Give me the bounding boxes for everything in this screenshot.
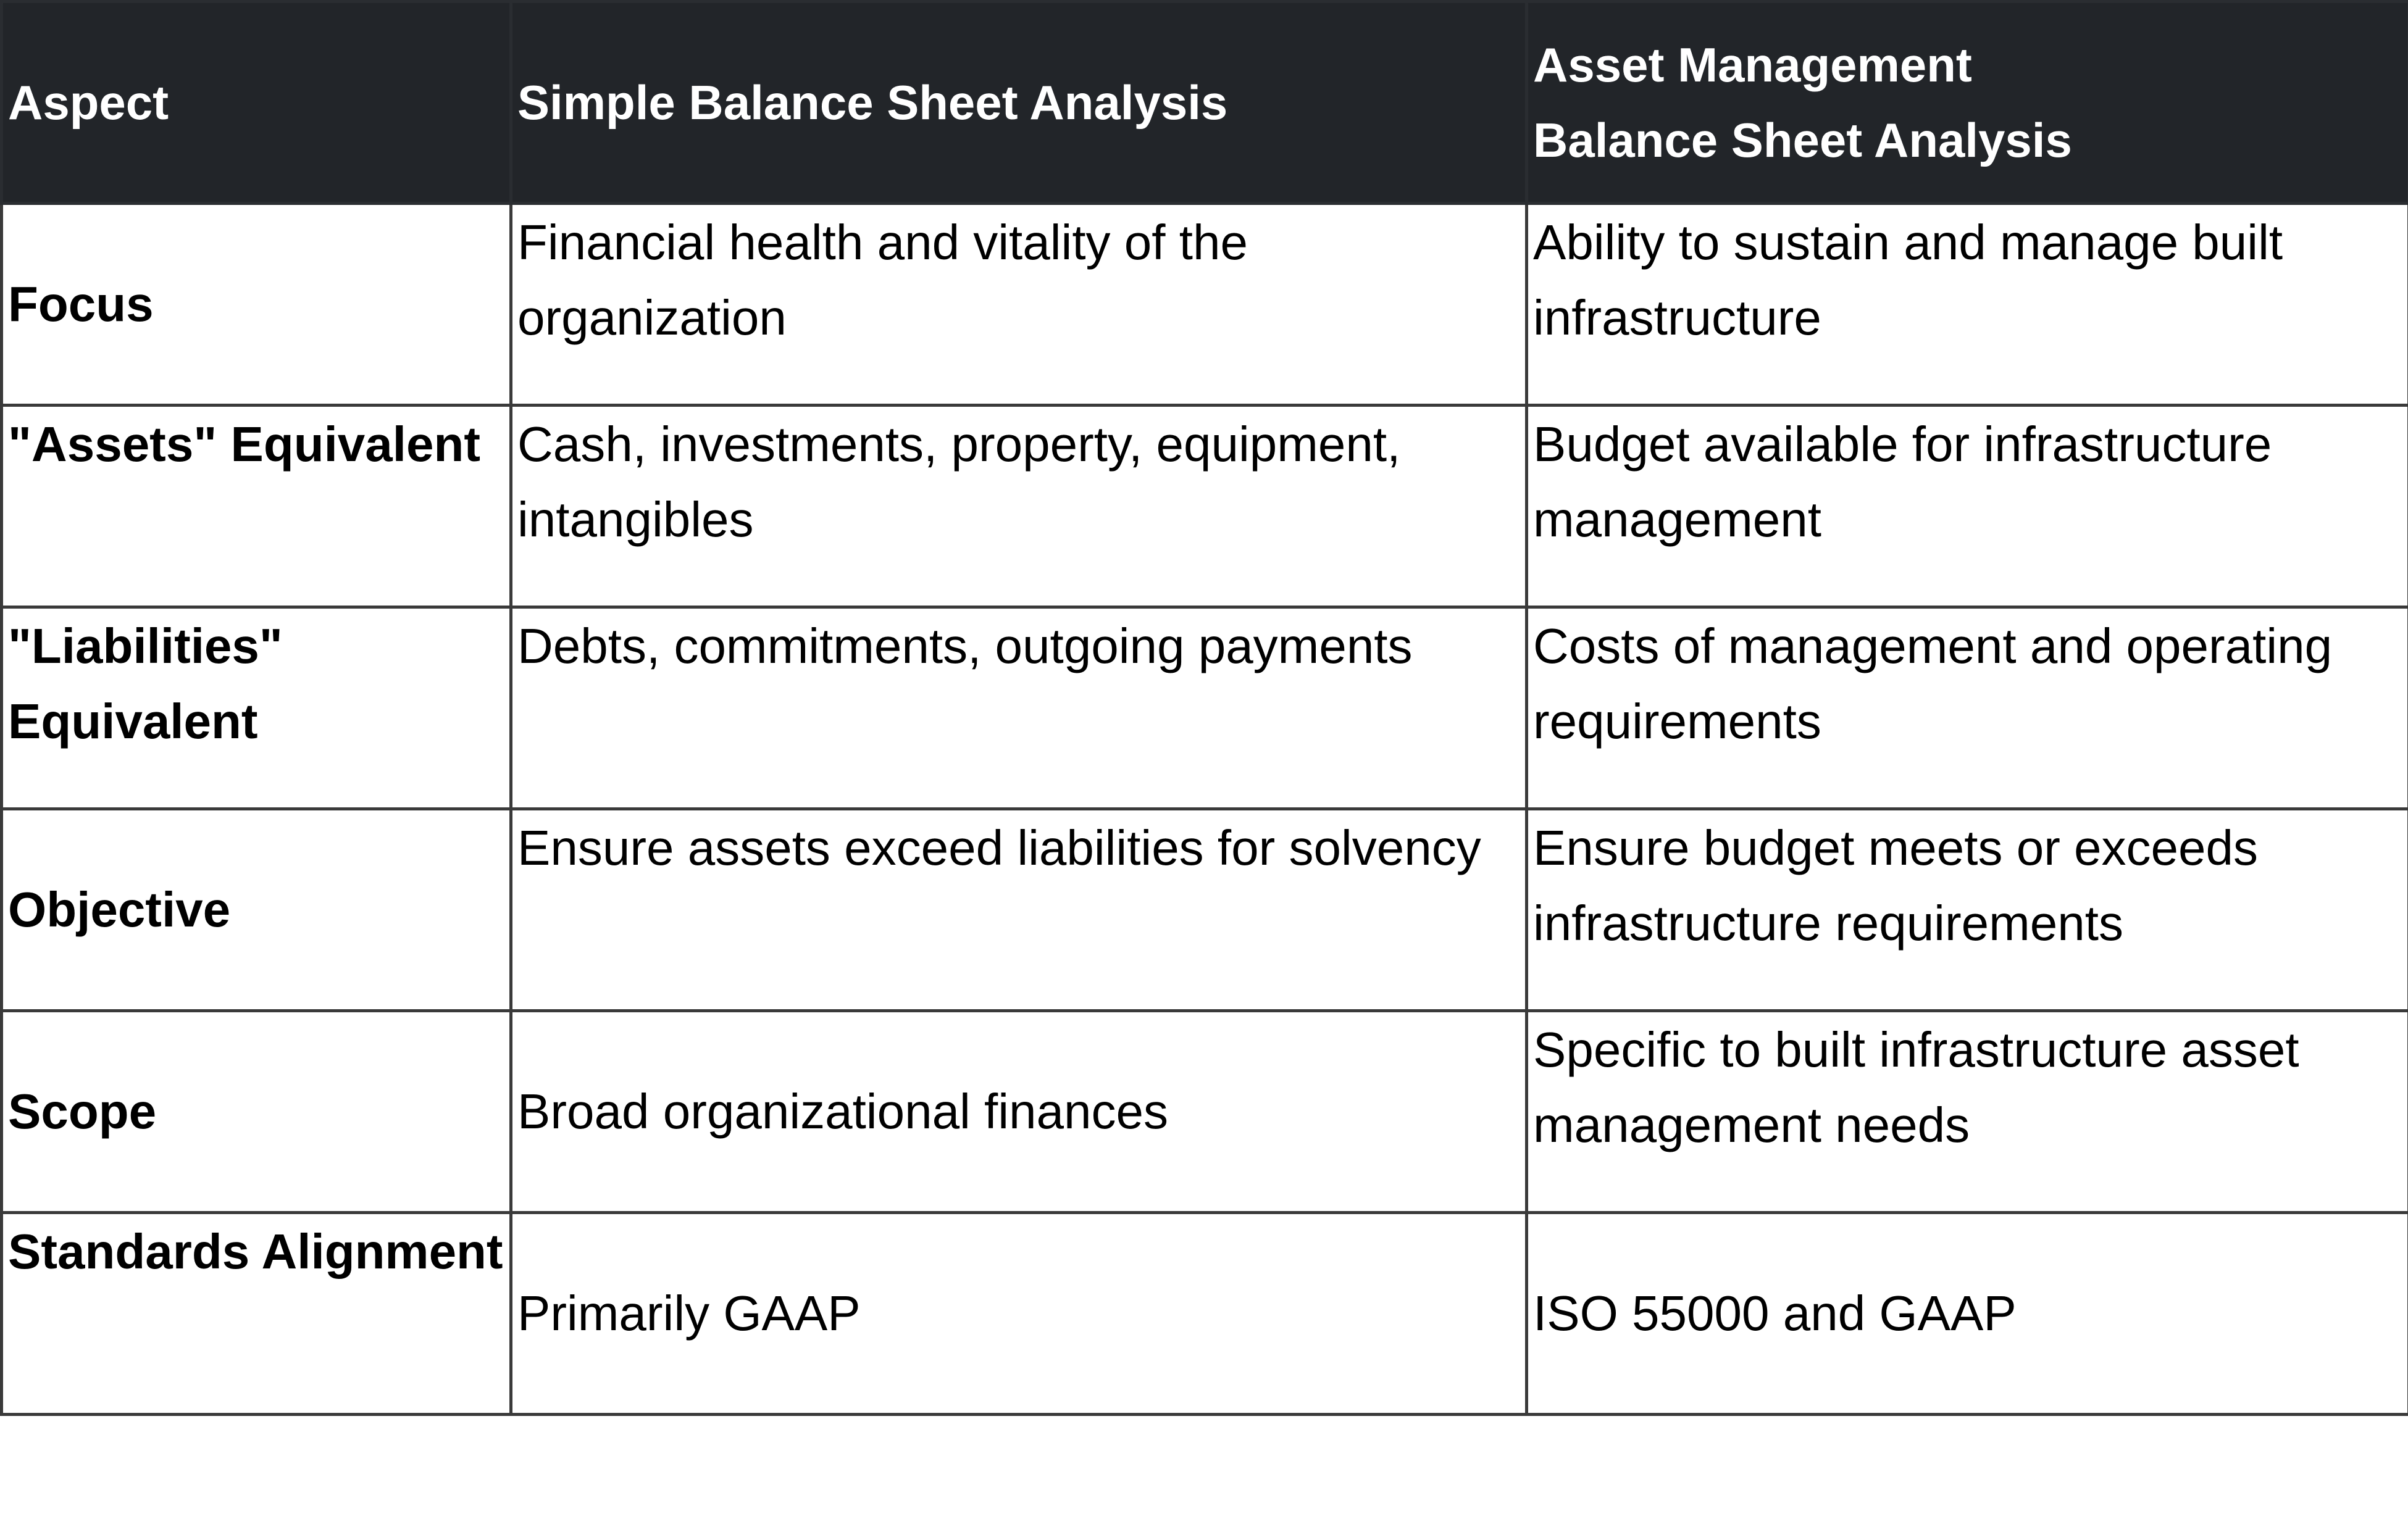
row-asset-text: Specific to built infrastructure asset management needs	[1533, 1022, 2299, 1152]
row-aspect-text: Scope	[8, 1084, 157, 1139]
row-aspect-text: Focus	[8, 277, 154, 331]
row-simple-cell	[511, 204, 1527, 406]
row-simple-cell	[511, 406, 1527, 607]
row-asset-cell	[1527, 607, 2408, 809]
header-simple-balance-sheet	[511, 2, 1527, 204]
header-asset-line-1: Asset Management	[1533, 38, 1972, 92]
row-simple-text: Ensure assets exceed liabilities for solvency	[517, 820, 1481, 875]
row-aspect-cell	[2, 1011, 511, 1213]
table-row	[2, 1011, 2408, 1213]
row-asset-text: Costs of management and operating requirements	[1533, 618, 2333, 749]
row-aspect-cell	[2, 1213, 511, 1415]
row-simple-cell	[511, 607, 1527, 809]
row-aspect-cell	[2, 204, 511, 406]
row-simple-cell	[511, 1011, 1527, 1213]
row-asset-cell	[1527, 1011, 2408, 1213]
row-simple-text: Cash, investments, property, equipment, intangibles	[517, 417, 1401, 547]
table-row	[2, 406, 2408, 607]
table-row	[2, 607, 2408, 809]
table-row	[2, 204, 2408, 406]
row-simple-cell	[511, 1213, 1527, 1415]
row-asset-text: Ensure budget meets or exceeds infrastructure requirements	[1533, 820, 2259, 951]
row-aspect-cell	[2, 406, 511, 607]
row-simple-cell	[511, 809, 1527, 1011]
row-simple-text: Debts, commitments, outgoing payments	[517, 618, 1413, 673]
row-simple-text: Primarily GAAP	[517, 1286, 861, 1341]
row-asset-cell	[1527, 809, 2408, 1011]
row-aspect-cell	[2, 607, 511, 809]
header-asset-management-balance-sheet	[1527, 2, 2408, 204]
row-asset-cell	[1527, 204, 2408, 406]
row-asset-cell	[1527, 1213, 2408, 1415]
row-asset-text: Ability to sustain and manage built infrastructure	[1533, 215, 2283, 345]
header-asset-line-2: Balance Sheet Analysis	[1533, 113, 2072, 167]
row-asset-text: Budget available for infrastructure management	[1533, 417, 2272, 547]
row-aspect-text: Standards Alignment	[8, 1224, 503, 1279]
row-aspect-cell	[2, 809, 511, 1011]
table-row	[2, 1213, 2408, 1415]
header-simple-label: Simple Balance Sheet Analysis	[517, 75, 1228, 130]
row-aspect-text: "Liabilities" Equivalent	[8, 618, 283, 749]
header-row	[2, 2, 2408, 204]
header-aspect	[2, 2, 511, 204]
row-aspect-text: Objective	[8, 882, 231, 937]
row-aspect-text: "Assets" Equivalent	[8, 417, 480, 472]
row-simple-text: Financial health and vitality of the organization	[517, 215, 1248, 345]
header-aspect-label: Aspect	[8, 75, 169, 130]
table-row	[2, 809, 2408, 1011]
row-simple-text: Broad organizational finances	[517, 1084, 1169, 1139]
row-asset-text: ISO 55000 and GAAP	[1533, 1286, 2017, 1341]
row-asset-cell	[1527, 406, 2408, 607]
